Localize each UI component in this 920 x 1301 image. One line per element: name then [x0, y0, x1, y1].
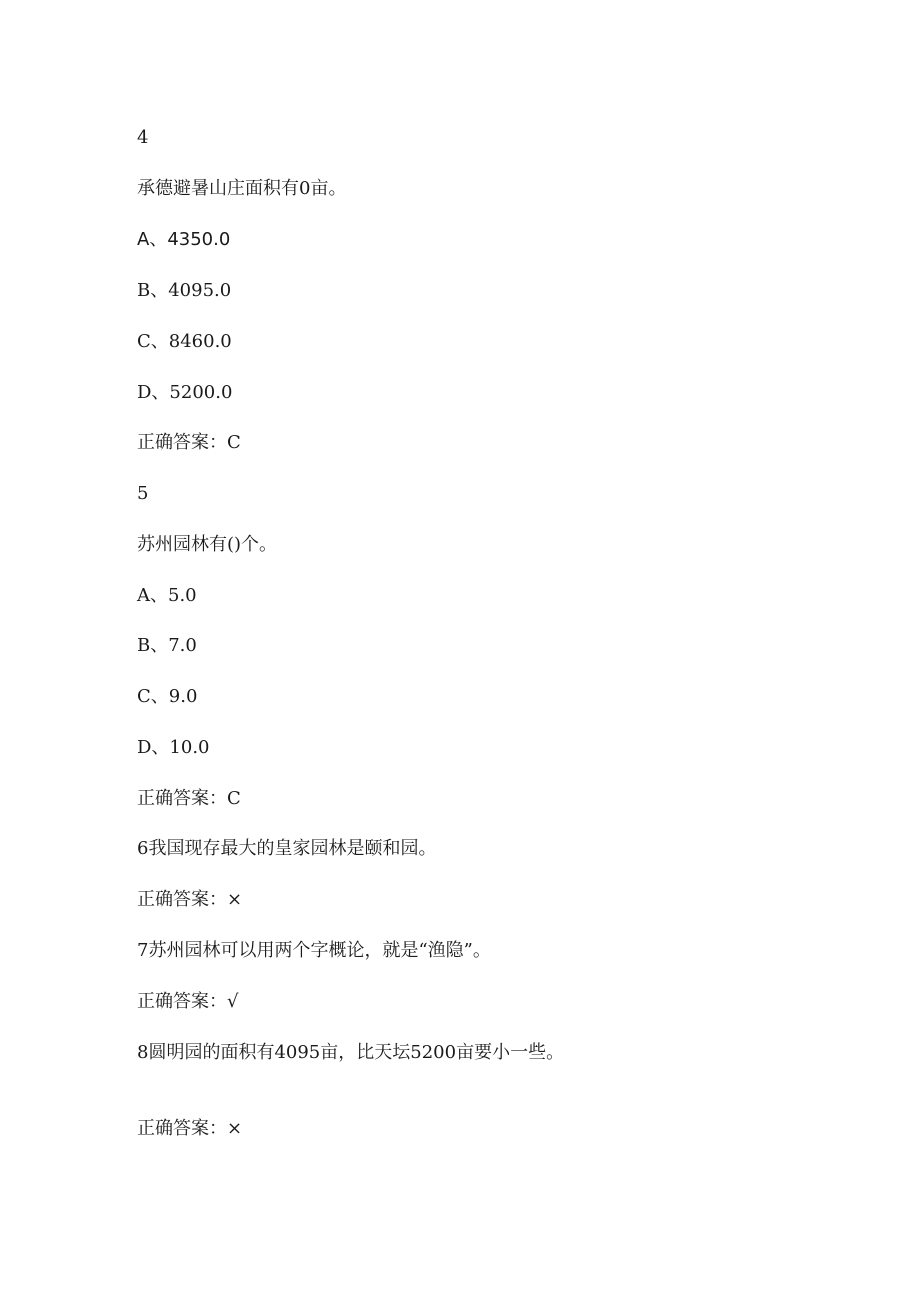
- question-4-text: 承德避暑山庄面积有0亩。: [137, 178, 347, 199]
- question-4-answer: 正确答案：C: [137, 432, 241, 453]
- question-7-text: 7苏州园林可以用两个字概论，就是“渔隐”。: [137, 940, 491, 961]
- question-5-option-c: C、9.0: [137, 686, 198, 707]
- question-4-option-b: B、4095.0: [137, 280, 232, 301]
- question-8-answer: 正确答案：×: [137, 1118, 243, 1139]
- question-4-option-c: C、8460.0: [137, 331, 232, 352]
- question-5-answer: 正确答案：C: [137, 788, 241, 809]
- question-5-number: 5: [137, 483, 149, 504]
- question-5-option-d: D、10.0: [137, 737, 210, 758]
- question-8-text: 8圆明园的面积有4095亩，比天坛5200亩要小一些。: [137, 1042, 565, 1063]
- question-7-answer: 正确答案：√: [137, 991, 239, 1012]
- question-5-option-b: B、7.0: [137, 635, 197, 656]
- question-4-number: 4: [137, 127, 149, 148]
- question-4-option-a: A、4350.0: [137, 229, 231, 250]
- question-5-text: 苏州园林有()个。: [137, 534, 278, 555]
- question-4-option-d: D、5200.0: [137, 382, 233, 403]
- question-5-option-a: A、5.0: [137, 585, 197, 606]
- question-6-answer: 正确答案：×: [137, 889, 243, 910]
- question-6-text: 6我国现存最大的皇家园林是颐和园。: [137, 838, 437, 859]
